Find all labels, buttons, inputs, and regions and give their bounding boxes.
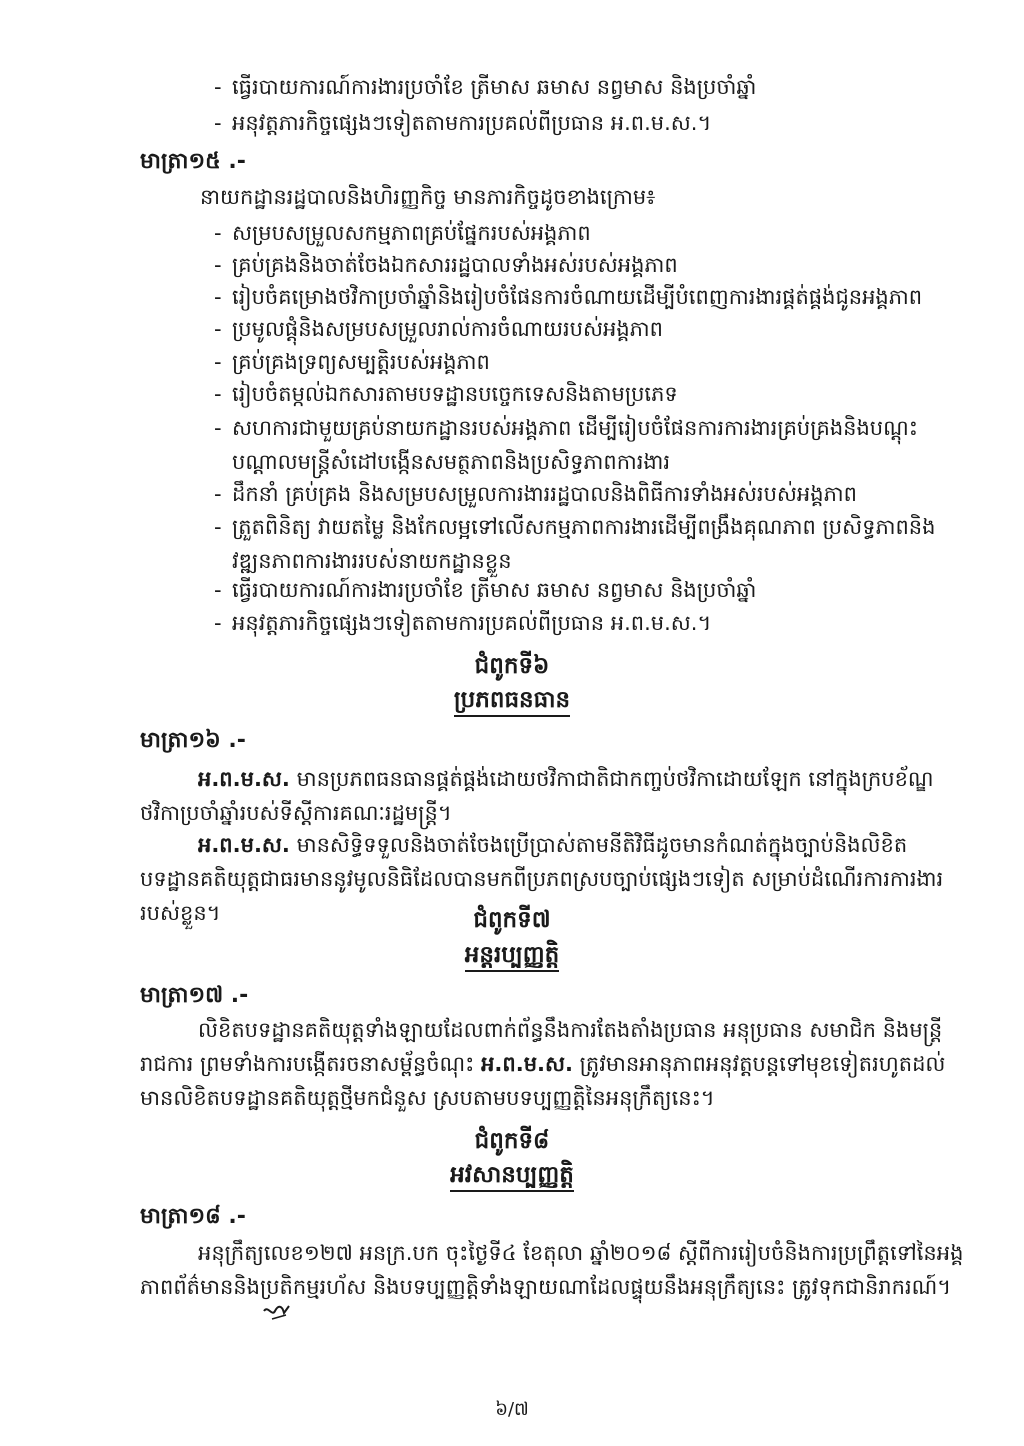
article-17-label: មាត្រា១៧ .- (140, 983, 249, 1008)
article-15-label: មាត្រា១៥ .- (140, 149, 246, 174)
list-item: - អនុវត្តភារកិច្ចផ្សេងៗទៀតតាមការប្រគល់ពីប្រធាន អ.ព.ម.ស.។ (214, 111, 712, 135)
article-16-paragraph-1: អ.ព.ម.ស. មានប្រភពធនធានផ្គត់ផ្គង់ដោយថវិកាជាតិជាកញ្ចប់ថវិកាដោយឡែក នៅក្នុងក្របខ័ណ្ឌថវិកាប្រចាំឆ្នាំរបស់ទីស្តីការគណៈរដ្ឋមន្ត្រី។ (140, 767, 934, 825)
chapter-6-number: ជំពូកទី៦ (474, 653, 550, 679)
article-16-paragraph-2: អ.ព.ម.ស. មានសិទ្ធិទទួលនិងចាត់ចែងប្រើប្រាស់តាមនីតិវិធីដូចមានកំណត់ក្នុងច្បាប់និងលិខិតបទដ្ឋានគតិយុត្តជាធរមាននូវមូលនិធិដែលបានមកពីប្រភពស្របច្បាប់ផ្សេងៗទៀត សម្រាប់ដំណើរការការងាររបស់ខ្លួន។ (140, 833, 944, 925)
chapter-8-number: ជំពូកទី៨ (474, 1128, 550, 1154)
chapter-6-title: ប្រភពធនធាន (0, 683, 1024, 717)
chapter-7-title: អន្តរប្បញ្ញត្តិ (0, 938, 1024, 972)
article-16-label: មាត្រា១៦ .- (140, 728, 246, 753)
article-18-label: មាត្រា១៨ .- (140, 1204, 246, 1229)
list-item: - សហការជាមួយគ្រប់នាយកដ្ឋានរបស់អង្គភាព ដើម្បីរៀបចំផែនការការងារគ្រប់គ្រងនិងបណ្តុះបណ្តាលមន្ត្រីសំដៅបង្កើនសមត្ថភាពនិងប្រសិទ្ធភាពការងារ (214, 416, 918, 474)
list-item: - អនុវត្តភារកិច្ចផ្សេងៗទៀតតាមការប្រគល់ពីប្រធាន អ.ព.ម.ស.។ (214, 611, 712, 635)
list-item: - រៀបចំគម្រោងថវិកាប្រចាំឆ្នាំនិងរៀបចំផែនការចំណាយដើម្បីបំពេញការងារផ្គត់ផ្គង់ជូនអង្គភាព (214, 285, 923, 309)
list-item: - គ្រប់គ្រងទ្រព្យសម្បត្តិរបស់អង្គភាព (214, 350, 490, 374)
list-item: - ដឹកនាំ គ្រប់គ្រង និងសម្របសម្រួលការងាររដ្ឋបាលនិងពិធីការទាំងអស់របស់អង្គភាព (214, 482, 857, 506)
article-15-intro: នាយកដ្ឋានរដ្ឋបាលនិងហិរញ្ញកិច្ច មានភារកិច្ចដូចខាងក្រោម៖ (200, 185, 656, 209)
list-item: - សម្របសម្រួលសកម្មភាពគ្រប់ផ្នែករបស់អង្គភាព (214, 221, 591, 245)
list-item: - ធ្វើរបាយការណ៍ការងារប្រចាំខែ ត្រីមាស ឆមាស នព្វមាស និងប្រចាំឆ្នាំ (214, 75, 757, 99)
chapter-8-title: អវសានប្បញ្ញត្តិ (0, 1158, 1024, 1192)
handwritten-initials (262, 1303, 292, 1325)
list-item: - ធ្វើរបាយការណ៍ការងារប្រចាំខែ ត្រីមាស ឆមាស នព្វមាស និងប្រចាំឆ្នាំ (214, 578, 757, 602)
list-item: - ប្រមូលផ្តុំនិងសម្របសម្រួលរាល់ការចំណាយរបស់អង្គភាព (214, 317, 663, 341)
chapter-7-number: ជំពូកទី៧ (473, 907, 551, 933)
list-item: - គ្រប់គ្រងនិងចាត់ចែងឯកសាររដ្ឋបាលទាំងអស់របស់អង្គភាព (214, 253, 678, 277)
list-item: - ត្រួតពិនិត្យ វាយតម្លៃ និងកែលម្អទៅលើសកម្មភាពការងារដើម្បីពង្រឹងគុណភាព ប្រសិទ្ធភាពនិងវឌ្ឍនភាពការងាររបស់នាយកដ្ឋានខ្លួន (214, 515, 936, 573)
article-18-paragraph: អនុក្រឹត្យលេខ១២៧ អនក្រ.បក ចុះថ្ងៃទី៤ ខែតុលា ឆ្នាំ២០១៨ ស្តីពីការរៀបចំនិងការប្រព្រឹត្តទៅនៃអង្គភាពព័ត៌មាននិងប្រតិកម្មរហ័ស និងបទប្បញ្ញត្តិទាំងឡាយណាដែលផ្ទុយនឹងអនុក្រឹត្យនេះ ត្រូវទុកជានិរាករណ៍។ (140, 1241, 964, 1299)
article-17-paragraph: លិខិតបទដ្ឋានគតិយុត្តទាំងឡាយដែលពាក់ព័ន្ធនឹងការតែងតាំងប្រធាន អនុប្រធាន សមាជិក និងមន្ត្រីរាជការ ព្រមទាំងការបង្កើតរចនាសម្ព័ន្ធចំណុះ អ.ព.ម.ស. ត្រូវមានអានុភាពអនុវត្តបន្តទៅមុខទៀតរហូតដល់មានលិខិតបទដ្ឋានគតិយុត្តថ្មីមកជំនួស ស្របតាមបទប្បញ្ញត្តិនៃអនុក្រឹត្យនេះ។ (140, 1018, 946, 1110)
page-number: ៦/៧ (495, 1399, 529, 1420)
list-item: - រៀបចំតម្កល់ឯកសារតាមបទដ្ឋានបច្ចេកទេសនិងតាមប្រភេទ (214, 382, 678, 406)
